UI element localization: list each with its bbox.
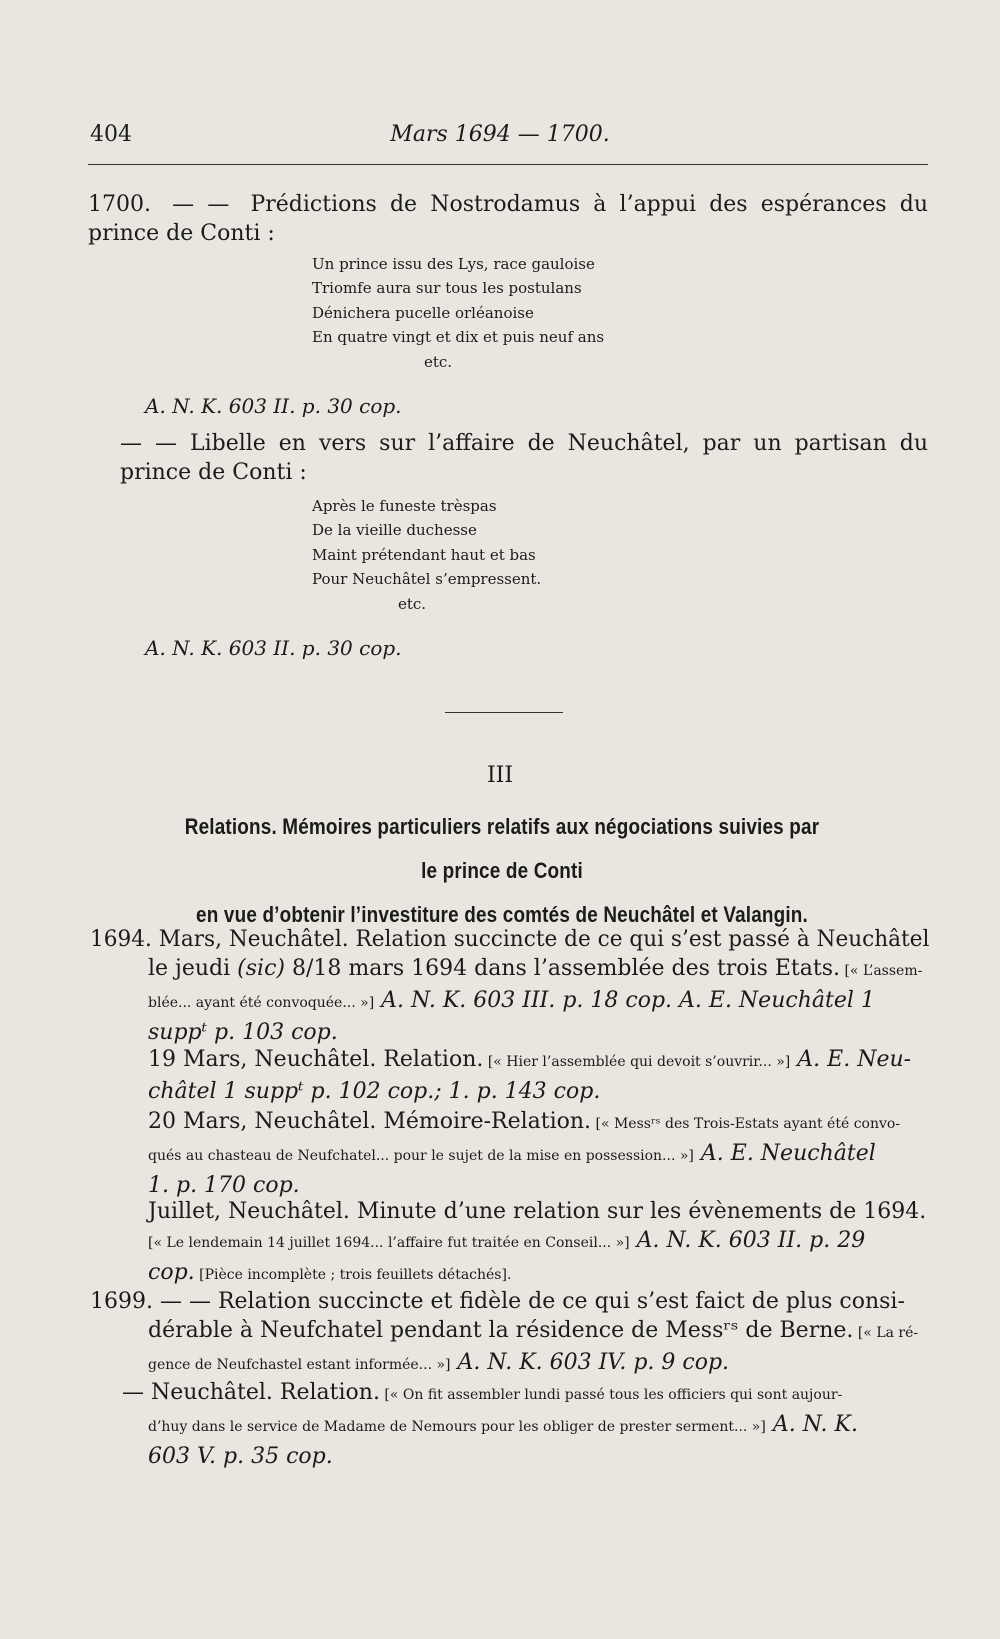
entry-line: — Neuchâtel. Relation. [« On fit assembler lundi passé tous les officiers qui sont aujour- (122, 1380, 843, 1405)
verse-line: En quatre vingt et dix et puis neuf ans (312, 328, 605, 347)
verse-line: Maint prétendant haut et bas (312, 545, 536, 564)
relation-entry-19-mars (90, 1045, 930, 1106)
libel-entry (120, 429, 928, 487)
relation-entry-1694-mars (90, 925, 930, 1047)
relation-entry-1699 (90, 1287, 930, 1380)
verse-line: Dénichera pucelle orléanoise (312, 303, 534, 322)
section-number: III (486, 763, 514, 788)
section-separator (445, 712, 563, 713)
entry-line: 19 Mars, Neuchâtel. Relation. [« Hier l’assemblée qui devoit s’ouvrir... »] A. E. Neu- (148, 1047, 912, 1072)
relation-entry-20-mars (90, 1107, 930, 1200)
verse-line: Pour Neuchâtel s’empressent. (312, 570, 542, 589)
entry-line: châtel 1 suppᵗ p. 102 cop.; 1. p. 143 cop. (148, 1079, 601, 1104)
running-title: Mars 1694 — 1700. (390, 122, 610, 147)
entry-text: — — Libelle en vers sur l’affaire de Neuchâtel, par un partisan du prince de Conti : (120, 431, 928, 485)
verse-line: De la vieille duchesse (312, 521, 477, 540)
page-number: 404 (90, 122, 132, 147)
archive-reference: A. N. K. 603 II. p. 30 cop. (145, 394, 402, 418)
entry-line: 603 V. p. 35 cop. (148, 1444, 333, 1469)
entry-line: blée... ayant été convoquée... »] A. N. K. 603 III. p. 18 cop. A. E. Neuchâtel 1 (148, 988, 875, 1013)
entry-line: suppᵗ p. 103 cop. (148, 1020, 338, 1045)
entry-text: Prédictions de Nostrodamus à l’appui des espérances du prince de Conti : (88, 192, 928, 246)
verse-line: Triomfe aura sur tous les postulans (312, 279, 582, 298)
verse-etc: etc. (398, 594, 427, 613)
header-rule (88, 164, 928, 165)
entry-line: qués au chasteau de Neufchatel... pour le sujet de la mise en possession... »] A. E. Neuchâtel (148, 1141, 876, 1166)
section-title-line: Relations. Mémoires particuliers relatifs aux négociations suivies par le prince de Conti (184, 814, 820, 883)
entry-line: Juillet, Neuchâtel. Minute d’une relation sur les évènements de 1694. (148, 1199, 927, 1224)
relation-entry-neuchatel (90, 1378, 930, 1471)
verse-etc: etc. (424, 352, 453, 371)
entry-line: gence de Neufchastel estant informée... »] A. N. K. 603 IV. p. 9 cop. (148, 1350, 730, 1375)
entry-line: d’huy dans le service de Madame de Nemours pour les obliger de prester serment... »] A. N. K. (148, 1412, 858, 1437)
entry-line: 1694. Mars, Neuchâtel. Relation succincte de ce qui s’est passé à Neuchâtel (90, 927, 930, 952)
entry-line: dérable à Neufchatel pendant la résidence de Messʳˢ de Berne. [« La ré- (148, 1318, 919, 1343)
entry-dashes: — — (172, 192, 230, 217)
archive-reference: A. N. K. 603 II. p. 30 cop. (145, 636, 402, 660)
verse-line: Un prince issu des Lys, race gauloise (312, 255, 595, 273)
entry-line: le jeudi (sic) 8/18 mars 1694 dans l’assemblée des trois Etats. [« L’assem- (148, 956, 923, 981)
section-title (175, 805, 829, 937)
entry-line: 20 Mars, Neuchâtel. Mémoire-Relation. [« Messʳˢ des Trois-Estats ayant été convo- (148, 1109, 901, 1134)
entry-line: cop. [Pièce incomplète ; trois feuillets détachés]. (148, 1260, 512, 1285)
entry-line: 1. p. 170 cop. (148, 1173, 300, 1198)
relation-entry-juillet (90, 1197, 930, 1290)
entry-date: 1700. (88, 192, 151, 217)
verse-line: Après le funeste trèspas (312, 497, 497, 515)
prediction-entry (88, 190, 928, 248)
running-head (0, 122, 1000, 158)
entry-line: 1699. — — Relation succincte et fidèle de ce qui s’est faict de plus consi- (90, 1289, 905, 1314)
prediction-verse (312, 252, 604, 374)
entry-line: [« Le lendemain 14 juillet 1694... l’affaire fut traitée en Conseil... »] A. N. K. 603 II. p. 29 (148, 1228, 866, 1253)
section-title-line: en vue d’obtenir l’investiture des comtés de Neuchâtel et Valangin. (196, 902, 808, 927)
libel-verse (312, 494, 541, 616)
